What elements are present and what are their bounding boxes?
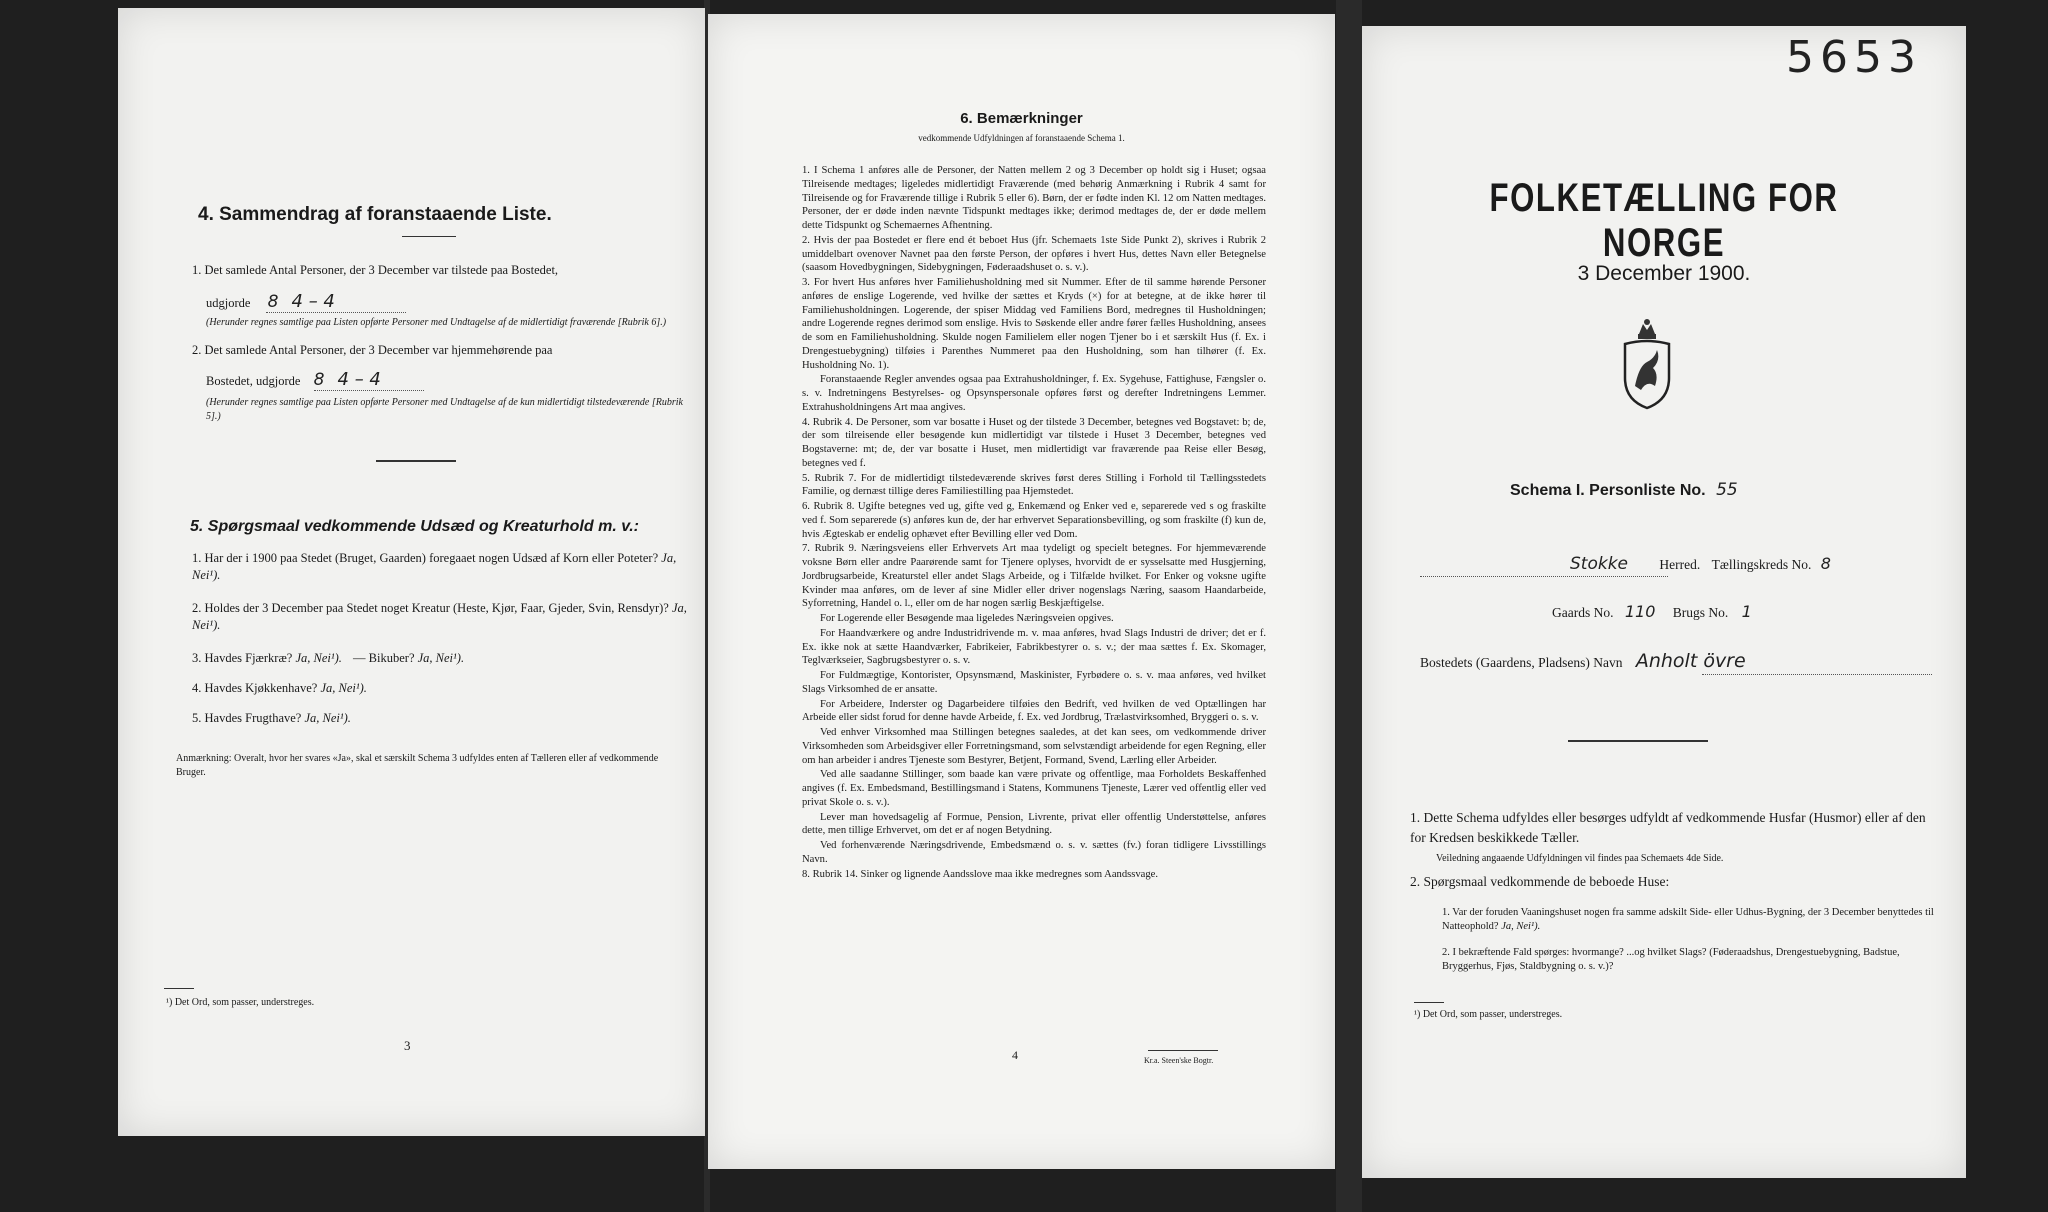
remark-paragraph: For Haandværkere og andre Industridrivende m. v. maa anføres, hvad Slags Industri de driver; det er f. Ex. ikke nok at sætte Haandværker, Fabrikeier, Fabrikbestyrer o. s. v.; der maa sættes f. Ex. Skomager, Teglværkseier, Sagbrugsbestyrer o. s. v. xyxy=(802,627,1266,667)
census-date: 3 December 1900. xyxy=(1577,262,1751,285)
s5-q4-answer: Ja, Nei¹). xyxy=(320,681,367,695)
census-title: FOLKETÆLLING FOR NORGE xyxy=(1489,176,1839,265)
remark-paragraph: 5. Rubrik 7. For de midlertidigt tilstedeværende skrives først deres Stilling i Forhold til Tællingsstedets Familie, og dernæst tillige deres Familiestilling paa Hjemstedet. xyxy=(802,472,1266,498)
schema-label: Schema I. Personliste No. xyxy=(1510,482,1706,499)
s4-item1-hand-value: 4 – 4 xyxy=(291,291,335,312)
mid-printer-rule xyxy=(1148,1050,1218,1051)
bosted-value: Anholt övre xyxy=(1635,650,1746,672)
remark-paragraph: 8. Rubrik 14. Sinker og lignende Aandsslove maa ikke medregnes som Aandssvage. xyxy=(802,868,1159,880)
s4-item2-hand-value: 4 – 4 xyxy=(337,369,381,390)
s5-q4-text: 4. Havdes Kjøkkenhave? xyxy=(192,681,318,695)
s4-item2-prefix: Bostedet, udgjorde xyxy=(206,374,301,388)
mid-page-number: 4 xyxy=(1012,1048,1018,1062)
bosted-label: Bostedets (Gaardens, Pladsens) Navn xyxy=(1420,655,1623,670)
remark-paragraph: 1. I Schema 1 anføres alle de Personer, der Natten mellem 2 og 3 December op holdt sig i Huset; ogsaa Tilreisende medtages; ligeledes midlertidigt Fraværende (med behørig Anmærkning i Rubrik 4 samt for Tilreisende og for Fraværende tillige i Rubrik 5 eller 6). Børn, der er fødte inden Kl. 12 om Natten medtages. Personer, der er døde inden nævnte Tidspunkt medtages ikke; derimod medtages de, der er døde mellem dette Tidspunkt og Schemaernes Afhentning. xyxy=(802,165,1266,231)
remark-paragraph: Ved alle saadanne Stillinger, som baade kan være private og offentlige, maa Forholdets Beskaffenhed angives (f. Ex. Embedsmand, Bestillingsmand i Statens, Kommunens Tjeneste, Lærer ved offentlig eller ved privat Skole o. s. v.). xyxy=(802,769,1266,808)
s5-q5-answer: Ja, Nei¹). xyxy=(304,711,351,725)
s4-item1-note: (Herunder regnes samtlige paa Listen opførte Personer med Undtagelse af de midlertidigt fraværende [Rubrik 6].) xyxy=(206,317,667,328)
s5-q3b-text: — Bikuber? xyxy=(353,651,415,665)
right-footnote: ¹) Det Ord, som passer, understreges. xyxy=(1414,1009,1563,1020)
s4-item2-note: (Herunder regnes samtlige paa Listen opførte Personer med Undtagelse af de kun midlertidigt tilstedeværende [Rubrik 5].) xyxy=(206,397,683,422)
left-footnote: ¹) Det Ord, som passer, understreges. xyxy=(166,997,315,1008)
house-q1-text: 1. Var der foruden Vaaningshuset nogen fra samme adskilt Side- eller Udhus-Bygning, der 3 December benyttedes til Natteophold? xyxy=(1442,907,1934,932)
s5-remark: Anmærkning: Overalt, hvor her svares «Ja», skal et særskilt Schema 3 udfyldes enten af Tælleren eller af vedkommende Bruger. xyxy=(176,753,659,778)
gaards-label: Gaards No. xyxy=(1552,605,1614,620)
s5-q1-text: 1. Har der i 1900 paa Stedet (Bruget, Gaarden) foregaaet nogen Udsæd af Korn eller Poteter? xyxy=(192,551,659,565)
schema-number: 55 xyxy=(1716,480,1738,500)
s4-item1-printed-value: 8 xyxy=(267,292,279,312)
kreds-value: 8 xyxy=(1820,554,1831,573)
remark-paragraph: For Logerende eller Besøgende maa ligeledes Næringsveien opgives. xyxy=(820,613,1114,624)
s5-q5 xyxy=(192,710,692,727)
house-q1 xyxy=(1442,906,1942,934)
instr1-sub: Veiledning angaaende Udfyldningen vil findes paa Schemaets 4de Side. xyxy=(1436,853,1724,864)
s5-q2 xyxy=(192,600,692,633)
section5-title: 5. Spørgsmaal vedkommende Udsæd og Kreaturhold m. v.: xyxy=(190,518,639,535)
s5-q3b-answer: Ja, Nei¹). xyxy=(417,651,465,665)
right-page xyxy=(1362,26,1966,1178)
remark-paragraph: 6. Rubrik 8. Ugifte betegnes ved ug, gifte ved g, Enkemænd og Enker ved e, separerede ved s og fraskilte ved f. Som separerede (s) anføres kun de, der har erhvervet Separationsbevilling, og som fraskilte (f) kun de, hvis Ægteskab er endelig ophævet efter Bevilling eller ved Dom. xyxy=(802,501,1266,540)
left-footnote-rule xyxy=(164,988,194,989)
archive-number: 5653 xyxy=(1786,32,1922,83)
gutter-right xyxy=(1336,0,1362,1212)
remark-paragraph: Ved enhver Virksomhed maa Stillingen betegnes saaledes, at det kan sees, om vedkommende driver Virksomheden som Arbeidsgiver eller Forretningsmand, som selvstændigt arbeidende for egen Regning, eller om han arbeider i andres Tjeneste som Bestyrer, Betjent, Formand, Svend, Lærling eller Arbeider. xyxy=(802,727,1266,766)
mid-body xyxy=(802,164,1266,882)
s5-q3-text: 3. Havdes Fjærkræ? xyxy=(192,651,293,665)
s5-q1 xyxy=(192,550,692,583)
mid-subtitle: vedkommende Udfyldningen af foranstaaende Schema 1. xyxy=(918,133,1125,143)
s5-q2-answer: Ja, Nei¹). xyxy=(192,601,687,632)
remark-paragraph: Ved forhenværende Næringsdrivende, Embedsmænd o. s. v. sættes (fv.) foran tidligere Livsstillings Navn. xyxy=(802,840,1266,865)
s4-item1-line2 xyxy=(206,291,686,312)
herred-value: Stokke xyxy=(1570,554,1629,574)
s4-item2-line2 xyxy=(206,369,686,390)
section-divider xyxy=(376,460,456,462)
remark-paragraph: Foranstaaende Regler anvendes ogsaa paa Extrahusholdninger, f. Ex. Sygehuse, Fattighuse, Fængsler o. s. v. Indretningens Bestyrelses- og Opsynspersonale opføres først og derefter Indretningens Lemmer. Extrahusholdningens Art maa angives. xyxy=(802,374,1266,413)
herred-label: Herred. xyxy=(1659,557,1701,572)
left-page xyxy=(118,8,705,1136)
left-page-number: 3 xyxy=(404,1038,411,1053)
instr2: 2. Spørgsmaal vedkommende de beboede Huse: xyxy=(1410,874,1670,889)
instr1: 1. Dette Schema udfyldes eller besørges udfyldt af vedkommende Husfar (Husmor) eller af den for Kredsen beskikkede Tæller. xyxy=(1410,810,1926,845)
remark-paragraph: Lever man hovedsagelig af Formue, Pension, Livrente, privat eller offentlig Understøttelse, anføres dette, men tillige Erhvervet, om det er af nogen Betydning. xyxy=(802,811,1266,837)
house-q2: 2. I bekræftende Fald spørges: hvormange? ...og hvilket Slags? (Føderaadshus, Drengestuebygning, Badstue, Bryggerhus, Fjøs, Staldbygning o. s. v.)? xyxy=(1442,947,1900,972)
s4-item1-line1: 1. Det samlede Antal Personer, der 3 December var tilstede paa Bostedet, xyxy=(192,263,559,277)
s5-q4 xyxy=(192,680,692,697)
herred-line xyxy=(1420,554,1950,574)
s4-item1-prefix: udgjorde xyxy=(206,296,251,310)
coat-of-arms-icon xyxy=(1617,316,1677,412)
s5-q1-answer: Ja, Nei¹). xyxy=(192,551,677,582)
bosted-dotline xyxy=(1702,674,1932,675)
remark-paragraph: 3. For hvert Hus anføres hver Familiehusholdning med sit Nummer. Efter de til samme hørende Personer anføres de enslige Logerende, ved hvilke der sættes et Kryds (×) for at betegne, at de ikke hører til Familiehusholdningen. Logerende, der spiser Middag ved Familiens Bord, medregnes til Husholdningen; andre Logerende regnes derimod som enslige. Hvis to Søskende eller andre fører fælles Husholdning, ansees de som en Familiehusholdning. Skulde nogen Familielem eller nogen Tjener bo i et særskilt Hus (f. Ex. i Drengestuebygning) tilføies i Parenthes Nummeret paa den Husholdning, som han tilhører (f. Ex. Husholdning No. 1). xyxy=(802,277,1266,371)
bosted-line xyxy=(1420,650,1960,672)
remark-paragraph: For Fuldmægtige, Kontorister, Opsynsmænd, Maskinister, Fyrbødere o. s. v. maa anføres, ved hvilket Slags Virksomhed de er ansatte. xyxy=(802,670,1266,695)
house-q1-answer: Ja, Nei¹). xyxy=(1501,921,1541,932)
gaards-value: 110 xyxy=(1624,602,1656,621)
s4-item2-line1: 2. Det samlede Antal Personer, der 3 December var hjemmehørende paa xyxy=(192,343,553,357)
s5-q5-text: 5. Havdes Frugthave? xyxy=(192,711,302,725)
brugs-label: Brugs No. xyxy=(1672,605,1729,620)
schema-line xyxy=(1510,480,1910,500)
gaards-line xyxy=(1552,602,1932,621)
s5-q3 xyxy=(192,650,692,667)
right-divider xyxy=(1568,740,1708,742)
s4-item1-dotline xyxy=(266,312,406,313)
s4-item2-dotline xyxy=(314,390,424,391)
herred-dotline xyxy=(1420,576,1668,577)
s5-q3-answer: Ja, Nei¹). xyxy=(295,651,342,665)
remark-paragraph: 4. Rubrik 4. De Personer, som var bosatte i Huset og der tilstede 3 December, betegnes ved Bogstavet: b; de, der som tilreisende eller besøgende kun midlertidigt var tilstede i Huset 3 December, betegnes ved Bogstaverne: mt; de, der var bosatte i Huset, men midlertidigt var fraværende paa Reise eller Besøg, betegnes ved f. xyxy=(802,416,1266,469)
section4-rule xyxy=(402,236,456,237)
s5-q2-text: 2. Holdes der 3 December paa Stedet noget Kreatur (Heste, Kjør, Faar, Gjeder, Svin, Rensdyr)? xyxy=(192,601,669,615)
kreds-label: Tællingskreds No. xyxy=(1711,557,1812,572)
section4-title: 4. Sammendrag af foranstaaende Liste. xyxy=(198,204,552,225)
remark-paragraph: 2. Hvis der paa Bostedet er flere end ét beboet Hus (jfr. Schemaets 1ste Side Punkt 2), skrives i Rubrik 2 umiddelbart ovenover Navnet paa den første Person, der opføres i hvert Hus, dettes Navn eller Betegnelse (saasom Hovedbygningen, Sidebygningen, Føderaadshuset o. s. v.). xyxy=(802,234,1266,274)
right-footnote-rule xyxy=(1414,1002,1444,1003)
remark-paragraph: For Arbeidere, Inderster og Dagarbeidere tilføies den Bedrift, ved hvilken de ved Optællingen har Arbeide eller sidst forud for denne havde Arbeide, f. Ex. ved Jordbrug, Trælastvirksomhed, Bryggeri o. s. v. xyxy=(802,698,1266,724)
mid-printer: Kr.a. Steen'ske Bogtr. xyxy=(1144,1056,1214,1065)
mid-title: 6. Bemærkninger xyxy=(960,110,1083,127)
middle-page xyxy=(708,14,1335,1169)
brugs-value: 1 xyxy=(1741,602,1752,621)
remark-paragraph: 7. Rubrik 9. Næringsveiens eller Erhvervets Art maa tydeligt og specielt betegnes. For hjemmeværende voksne Børn eller andre Paarørende samt for Tjenere oplyses, hvorvidt de er sysselsatte med Husgjerning, Jordbrugsarbeide, Kreaturstel eller andet Slags Arbeide, og i Tilfælde hvilket. For Enker og voksne ugifte Kvinder maa anføres, om de lever af sine Midler eller driver nogenslags Næring, saasom Haandarbeide, Syforretning, Handel o. l., eller om de har nogen særlig Beskjæftigelse. xyxy=(802,543,1266,610)
s4-item2-printed-value: 8 xyxy=(313,370,325,390)
